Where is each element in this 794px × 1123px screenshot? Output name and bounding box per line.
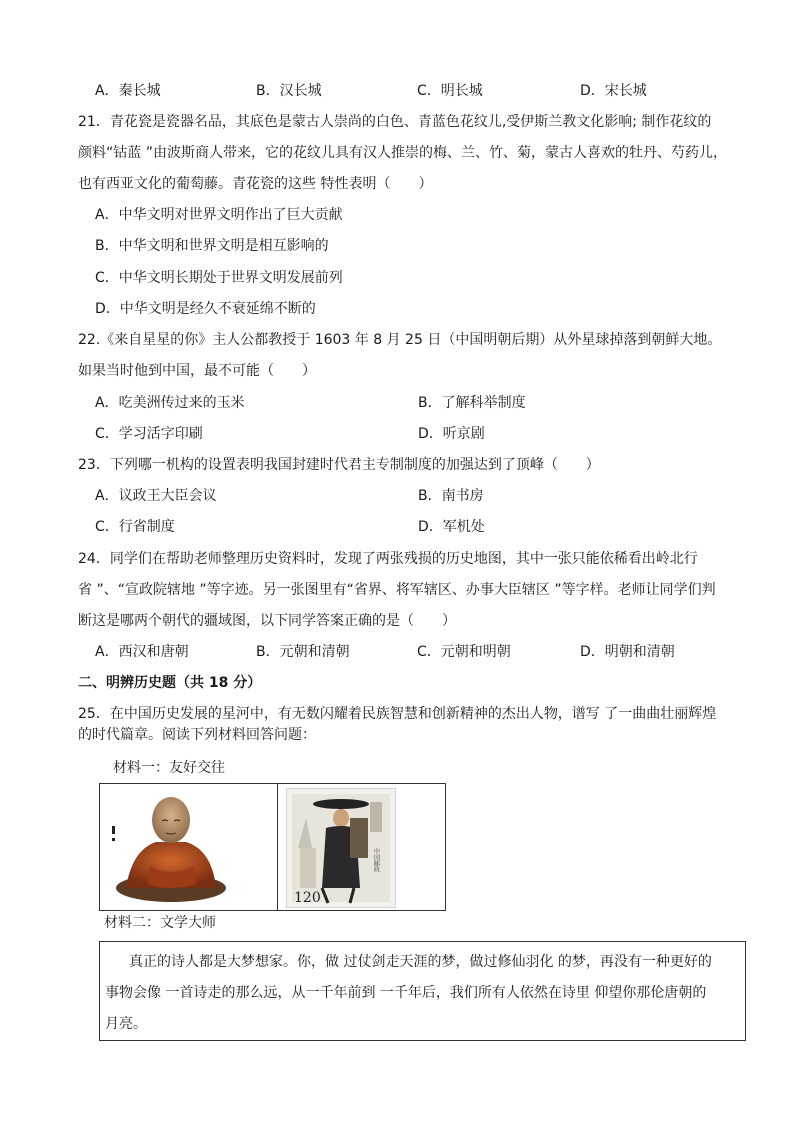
q24-stem-line-3: 断这是哪两个朝代的疆域图，以下同学答案正确的是（ ） — [78, 613, 456, 629]
quote-line-2: 事物会像 一首诗走的那么远，从一千年前到 一千年后，我们所有人依然在诗里 仰望你那伦唐朝的 — [105, 985, 707, 1001]
q21-option-c: C．中华文明长期处于世界文明发展前列 — [95, 270, 343, 286]
stamp-value-text: 120 — [294, 890, 321, 906]
q20-option-b: B．汉长城 — [256, 83, 322, 99]
material-2-quote-box — [99, 941, 746, 1041]
q21-option-d: D．中华文明是经久不衰延绵不断的 — [95, 301, 316, 317]
q23-option-a: A．议政王大臣会议 — [95, 488, 217, 504]
q21-stem-line-2: 颜料“钴蓝 ”由波斯商人带来，它的花纹儿具有汉人推崇的梅、兰、竹、菊，蒙古人喜欢的牡丹、芍药儿， — [78, 145, 727, 161]
quote-line-1: 真正的诗人都是大梦想家。你，做 过仗剑走天涯的梦，做过修仙羽化 的梦，再没有一种更好的 — [129, 954, 712, 970]
quote-line-3: 月亮。 — [105, 1016, 147, 1032]
q25-stem-line-1: 25．在中国历史发展的星河中，有无数闪耀着民族智慧和创新精神的杰出人物，谱写 了一曲曲壮丽辉煌 — [78, 706, 717, 722]
q22-stem-line-2: 如果当时他到中国，最不可能（ ） — [78, 363, 316, 379]
section-2-title: 二、明辨历史题（共 18 分） — [78, 675, 262, 691]
material-1-label: 材料一：友好交往 — [113, 760, 225, 776]
q22-stem-line-1: 22.《来自星星的你》主人公都教授于 1603 年 8 月 25 日（中国明朝后期）从外星球掉落到朝鲜大地。 — [78, 332, 722, 348]
stamp-country-text: 中国邮政 — [372, 848, 380, 872]
q20-option-d: D．宋长城 — [580, 83, 647, 99]
material-2-label: 材料二：文学大师 — [104, 915, 216, 931]
q24-stem-line-2: 省 ”、“宣政院辖地 ”等字迹。另一张图里有“省界、将军辖区、办事大臣辖区 ”等字样。老师让同学们判 — [78, 582, 716, 598]
q22-option-a: A．吃美洲传过来的玉米 — [95, 395, 245, 411]
q24-stem-line-1: 24．同学们在帮助老师整理历史资料时，发现了两张残损的历史地图，其中一张只能依稀看出岭北行 — [78, 551, 698, 567]
q24-option-a: A．西汉和唐朝 — [95, 644, 189, 660]
q22-option-d: D．听京剧 — [418, 426, 485, 442]
q23-option-c: C．行省制度 — [95, 519, 175, 535]
image-divider — [277, 784, 278, 910]
q21-option-a: A．中华文明对世界文明作出了巨大贡献 — [95, 207, 343, 223]
q23-stem-line-1: 23．下列哪一机构的设置表明我国封建时代君主专制制度的加强达到了顶峰（ ） — [78, 457, 600, 473]
q22-option-b: B．了解科举制度 — [418, 395, 526, 411]
q25-stem-line-2: 的时代篇章。阅读下列材料回答问题： — [78, 727, 316, 743]
q21-stem-line-3: 也有西亚文化的葡萄藤。青花瓷的这些 特性表明（ ） — [78, 176, 433, 192]
q23-option-d: D．军机处 — [418, 519, 485, 535]
q24-option-b: B．元朝和清朝 — [256, 644, 350, 660]
q22-option-c: C．学习活字印刷 — [95, 426, 203, 442]
q21-stem-line-1: 21．青花瓷是瓷器名品，其底色是蒙古人崇尚的白色、青蓝色花纹儿,受伊斯兰教文化影响; 制作花纹的 — [78, 114, 712, 130]
q20-option-c: C．明长城 — [417, 83, 483, 99]
q21-option-b: B．中华文明和世界文明是相互影响的 — [95, 238, 329, 254]
q23-option-b: B．南书房 — [418, 488, 484, 504]
material-1-images — [99, 783, 446, 911]
monk-statue-image — [112, 788, 230, 906]
q20-option-a: A．秦长城 — [95, 83, 161, 99]
stamp-image — [286, 788, 396, 908]
q24-option-c: C．元朝和明朝 — [417, 644, 511, 660]
q24-option-d: D．明朝和清朝 — [580, 644, 675, 660]
